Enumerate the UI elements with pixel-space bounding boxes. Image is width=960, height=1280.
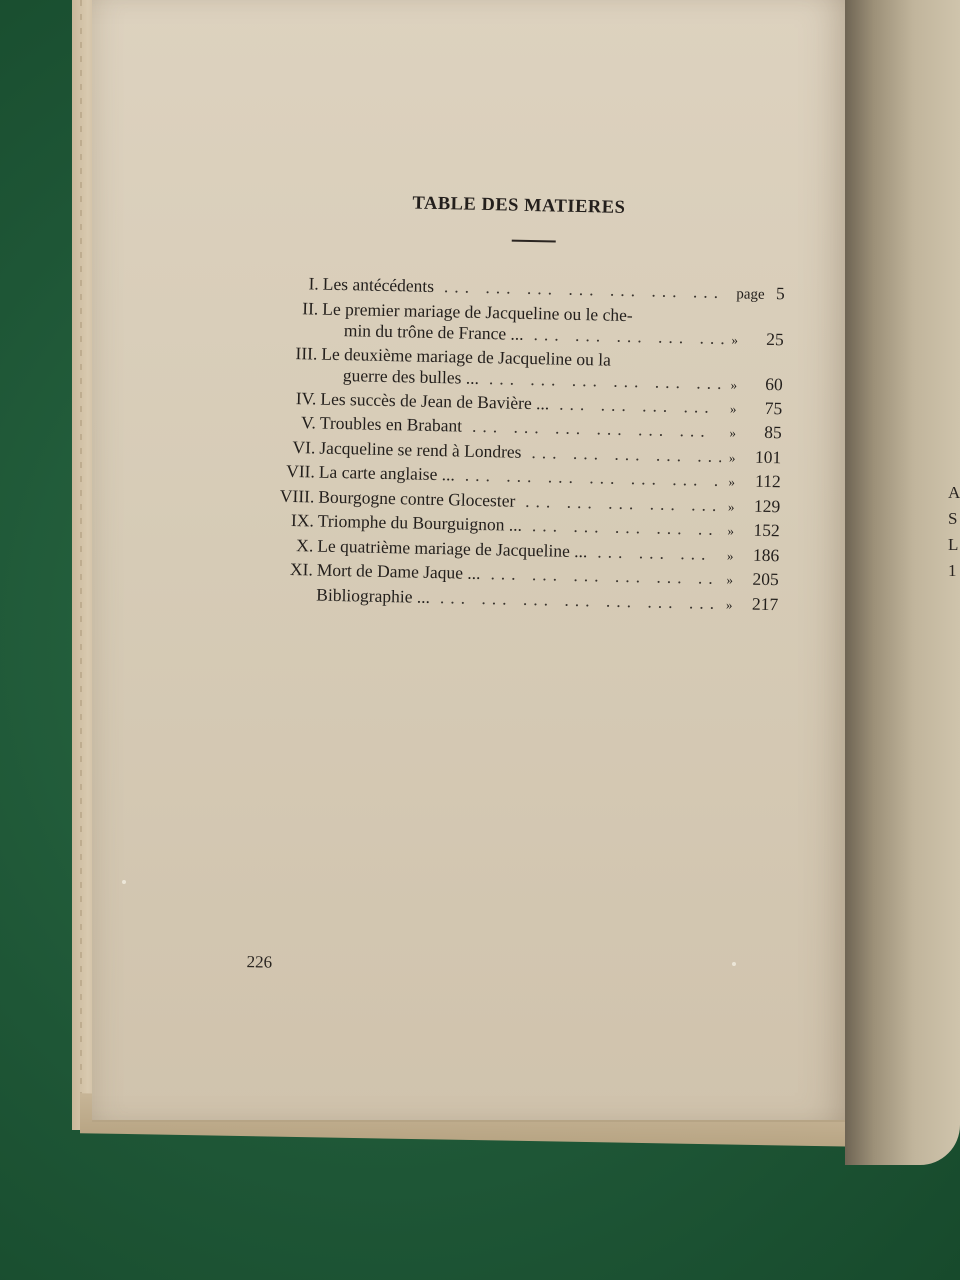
page-number: 101 [754,446,782,467]
ditto-marker: » [729,400,737,416]
chapter-title: Jacqueline se rend à Londres [319,437,522,462]
chapter-number: IX. [290,510,315,531]
ditto-marker: » [726,572,734,588]
chapter-number: IV. [295,387,317,409]
ditto-marker: » [726,547,734,563]
page-number: 205 [752,568,779,590]
page-number: 5 [775,283,785,304]
leader-dots [521,441,721,466]
page-number: 152 [753,519,780,541]
chapter-number: X. [296,534,314,555]
title-rule [512,240,556,243]
ditto-marker: » [728,474,736,490]
ditto-marker: » [727,498,735,514]
page-number: 112 [754,470,781,492]
chapter-title-line2: guerre des bulles ... [342,364,480,388]
facing-letter: L [948,535,959,554]
chapter-number: XI. [289,559,314,580]
page-number: 60 [765,373,784,394]
chapter-number: VIII. [279,485,315,506]
table-of-contents [258,272,785,618]
chapter-title: Les succès de Jean de Bavière ... [320,388,550,413]
chapter-number: V. [300,412,317,433]
leader-dots [480,563,719,589]
page-number: 129 [753,495,781,516]
chapter-title: Bibliographie ... [316,584,431,607]
page-number: 85 [764,421,783,443]
page-folio-number: 226 [246,952,273,972]
chapter-number: VII. [285,460,316,482]
chapter-title: Les antécédents [322,273,435,296]
leader-dots [587,541,719,565]
chapter-number: III. [295,342,318,364]
leader-dots [462,416,722,442]
page-number: 75 [764,397,783,418]
page-label: page [736,286,765,303]
chapter-title: Troubles en Brabant [319,412,463,436]
leader-dots [523,323,724,348]
chapter-title-line1: Le premier mariage de Jacqueline ou le che- [322,298,633,325]
leader-dots [522,515,720,540]
page-number: 217 [751,593,779,614]
chapter-title-line1: Le deuxième mariage de Jacqueline ou la [321,343,612,370]
chapter-title-line2: min du trône de France ... [343,319,524,344]
chapter-number: II. [302,297,319,319]
ditto-marker: » [728,449,736,465]
chapter-title: Bourgogne contre Glocester [318,486,516,511]
facing-letter: A [948,483,960,502]
facing-letter: 1 [948,561,957,580]
chapter-number [258,599,316,600]
leader-dots [479,367,723,393]
chapter-number: VI. [292,436,316,458]
ditto-marker: » [730,376,738,392]
facing-letter: S [948,509,958,528]
page-number: 25 [766,328,784,349]
chapter-title: Triomphe du Bourguignon ... [317,510,523,535]
chapter-title: La carte anglaise ... [318,461,456,485]
leader-dots [515,490,720,515]
leader-dots [455,464,721,491]
ditto-marker: » [731,331,739,347]
page-number: 186 [752,544,780,565]
chapter-title: Mort de Dame Jaque ... [316,559,481,583]
ditto-marker: » [725,596,733,612]
leader-dots [549,393,723,418]
chapter-number: I. [308,273,320,294]
page-title: TABLE DES MATIERES [412,193,626,218]
ditto-marker: » [729,425,737,441]
leader-dots [434,276,723,303]
ditto-marker: » [727,523,735,539]
chapter-title: Le quatrième mariage de Jacqueline ... [317,535,588,561]
